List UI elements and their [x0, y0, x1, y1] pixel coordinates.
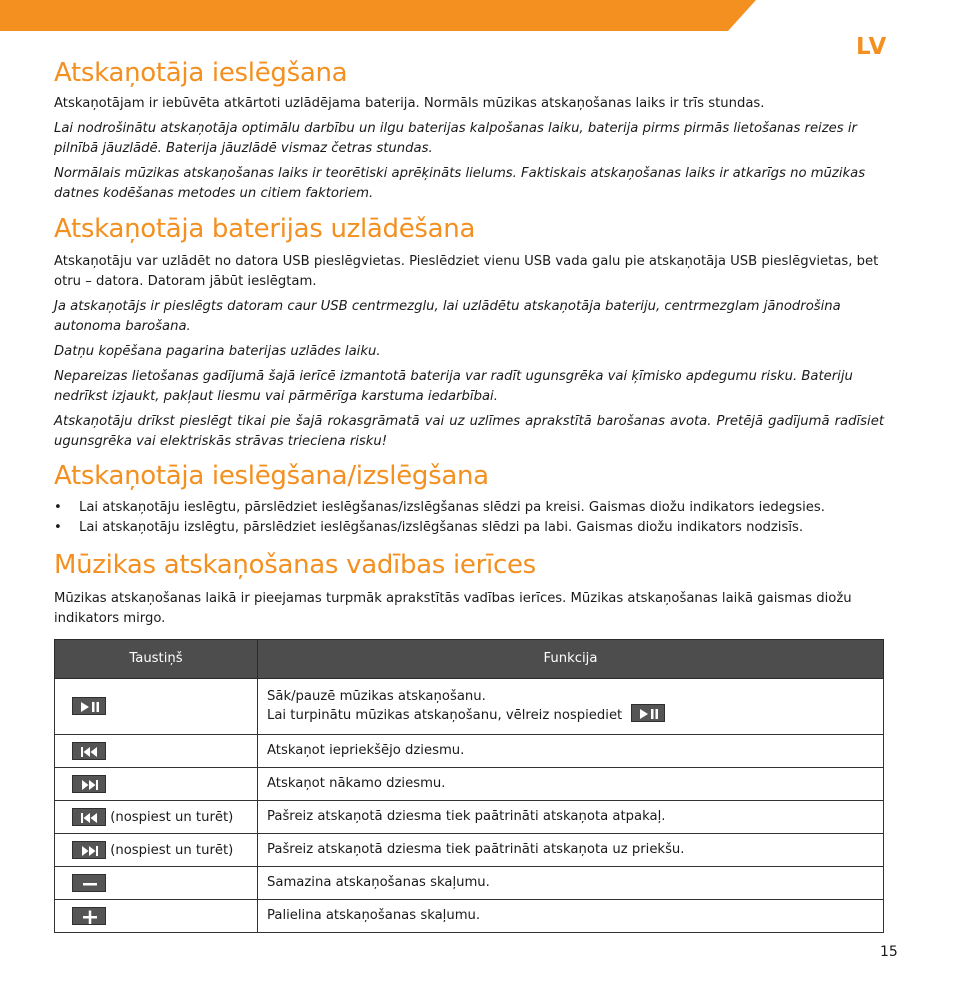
table-row [55, 678, 884, 734]
function-cell: Samazina atskaņošanas skaļumu. [258, 866, 884, 899]
function-cell: Atskaņot nākamo dziesmu. [258, 767, 884, 800]
key-cell [55, 678, 258, 734]
orange-header-bar [0, 0, 954, 31]
key-cell [55, 899, 258, 932]
table-row [55, 833, 884, 866]
list-item: • Lai atskaņotāju ieslēgtu, pārslēdziet ieslēgšanas/izslēgšanas slēdzi pa kreisi. Gaismas diožu indikators iedegsies. [54, 498, 884, 518]
paragraph-italic: Ja atskaņotājs ir pieslēgts datoram caur USB centrmezglu, lai uzlādētu atskaņotāja bateriju, centrmezglam jānodrošina autonoma barošana. [54, 299, 841, 335]
plus-icon [72, 907, 106, 925]
column-header-key: Taustiņš [55, 639, 258, 678]
key-cell [55, 800, 258, 833]
key-cell [55, 866, 258, 899]
table-row [55, 800, 884, 833]
previous-track-icon [72, 808, 106, 826]
table-row [55, 734, 884, 767]
key-cell [55, 833, 258, 866]
function-cell [258, 678, 884, 734]
paragraph-italic: Nepareizas lietošanas gadījumā šajā ierīcē izmantotā baterija var radīt ugunsgrēka vai ķīmisko apdegumu risku. Bateriju nedrīkst izjaukt, pakļaut liesmu vai pārmērīga karstuma iedarbībai. [54, 369, 853, 405]
function-text-line2 [267, 704, 874, 723]
next-track-icon [72, 775, 106, 793]
paragraph-italic: Lai nodrošinātu atskaņotāja optimālu darbību un ilgu baterijas kalpošanas laiku, baterija pirms pirmās lietošanas reizes ir pilnībā jāuzlādē. Baterija jāuzlādē vismaz četras stundas. [54, 121, 857, 157]
key-note: (nospiest un turēt) [110, 842, 234, 858]
paragraph: Atskaņotājam ir iebūvēta atkārtoti uzlādējama baterija. Normāls mūzikas atskaņošanas laiks ir trīs stundas. [54, 96, 765, 112]
play-pause-icon [72, 697, 106, 715]
paragraph: Mūzikas atskaņošanas laikā ir pieejamas turpmāk aprakstītās vadības ierīces. Mūzikas atskaņošanas laikā gaismas diožu indikators mirgo. [54, 590, 852, 626]
page-number: 15 [880, 944, 898, 960]
language-tag: LV [856, 34, 888, 60]
section-heading-controls: Mūzikas atskaņošanas vadības ierīces [54, 549, 536, 580]
function-text-continue: Lai turpinātu mūzikas atskaņošanu, vēlreiz nospiediet [267, 708, 623, 724]
section-heading-power-on: Atskaņotāja ieslēgšana [54, 58, 348, 88]
key-cell [55, 767, 258, 800]
function-text: Sāk/pauzē mūzikas atskaņošanu. [267, 689, 486, 705]
previous-track-icon [72, 742, 106, 760]
key-cell [55, 734, 258, 767]
play-pause-icon [631, 704, 665, 722]
bullet-list [54, 498, 884, 538]
paragraph-italic-warning: Atskaņotāju drīkst pieslēgt tikai pie šajā rokasgrāmatā vai uz uzlīmes aprakstītā barošanas avota. Pretējā gadījumā radīsiet ugunsgrēka vai elektriskās strāvas trieciena risku! [54, 414, 884, 450]
page-content [54, 58, 884, 933]
next-track-icon [72, 841, 106, 859]
paragraph-italic: Normālais mūzikas atskaņošanas laiks ir teorētiski aprēķināts lielums. Faktiskais atskaņošanas laiks ir atkarīgs no mūzikas datnes kodēšanas metodes un citiem faktoriem. [54, 166, 866, 202]
controls-table [54, 639, 884, 933]
table-header-row [55, 639, 884, 678]
section-heading-battery-charging: Atskaņotāja baterijas uzlādēšana [54, 214, 476, 245]
paragraph: Atskaņotāju var uzlādēt no datora USB pieslēgvietas. Pieslēdziet vienu USB vada galu pie atskaņotāja USB pieslēgvietas, bet otru – datora. Datoram jābūt ieslēgtam. [54, 254, 879, 290]
function-cell: Palielina atskaņošanas skaļumu. [258, 899, 884, 932]
key-note: (nospiest un turēt) [110, 809, 234, 825]
function-cell: Atskaņot iepriekšējo dziesmu. [258, 734, 884, 767]
function-cell: Pašreiz atskaņotā dziesma tiek paātrināti atskaņota atpakaļ. [258, 800, 884, 833]
minus-icon [72, 874, 106, 892]
paragraph-italic: Datņu kopēšana pagarina baterijas uzlādes laiku. [54, 344, 381, 360]
function-cell: Pašreiz atskaņotā dziesma tiek paātrināti atskaņota uz priekšu. [258, 833, 884, 866]
table-row [55, 866, 884, 899]
table-row [55, 767, 884, 800]
column-header-function: Funkcija [258, 639, 884, 678]
table-row [55, 899, 884, 932]
list-item: • Lai atskaņotāju izslēgtu, pārslēdziet ieslēgšanas/izslēgšanas slēdzi pa labi. Gaismas diožu indikators nodzisīs. [54, 518, 884, 538]
section-heading-on-off: Atskaņotāja ieslēgšana/izslēgšana [54, 461, 489, 492]
